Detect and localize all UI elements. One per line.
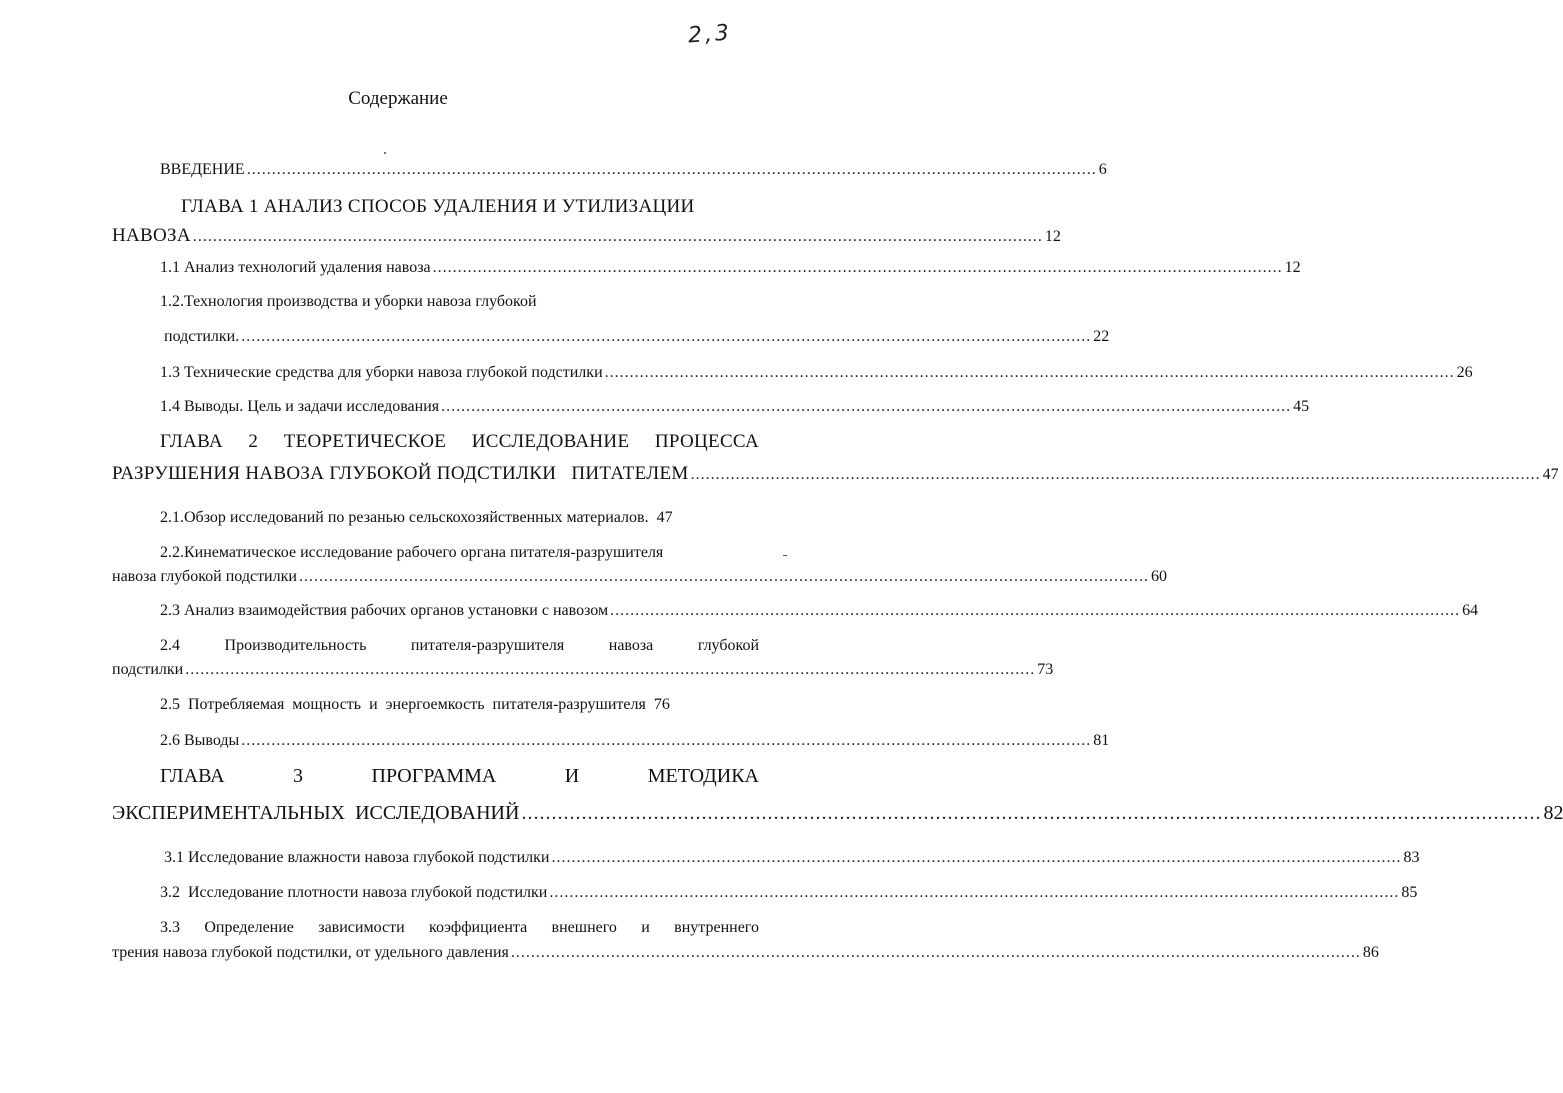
toc-entry-3-3 — [112, 944, 1379, 962]
heading-word: 2 — [248, 431, 259, 452]
toc-leader: .......................................................................................................................................................................... — [241, 732, 1092, 749]
toc-leader: .......................................................................................................................................................................... — [690, 466, 1541, 483]
toc-chapter2-heading — [160, 431, 759, 453]
toc-entry-2-4-line1 — [160, 637, 759, 655]
toc-entry-chapter1 — [112, 225, 1061, 247]
toc-leader: .......................................................................................................................................................................... — [551, 849, 1402, 866]
entry-word: 3.3 — [160, 919, 180, 936]
toc-label: 1.3 Технические средства для уборки навоза глубокой подстилки — [160, 364, 603, 381]
handwritten-page-number: 2,3 — [687, 20, 733, 49]
toc-entry-3-1 — [164, 849, 1420, 867]
heading-word: ПРОГРАММА — [371, 765, 497, 787]
toc-label: РАЗРУШЕНИЯ НАВОЗА ГЛУБОКОЙ ПОДСТИЛКИ ПИТАТЕЛЕМ — [112, 463, 689, 484]
toc-entry-1-3 — [160, 364, 1473, 382]
toc-page: 76 — [653, 696, 670, 713]
toc-leader: .......................................................................................................................................................................... — [610, 602, 1461, 619]
toc-entry-2-3 — [160, 602, 1479, 620]
toc-entry-1-2-line1: 1.2.Технология производства и уборки навоза глубокой — [160, 293, 537, 310]
toc-entry-intro — [160, 161, 1107, 179]
toc-label: 3.2 Исследование плотности навоза глубокой подстилки — [160, 884, 548, 901]
page-title: Содержание — [348, 88, 448, 109]
heading-word: И — [564, 765, 580, 787]
toc-label: 1.1 Анализ технологий удаления навоза — [160, 259, 431, 276]
entry-word: и — [641, 919, 650, 936]
toc-page: 6 — [1098, 161, 1107, 178]
toc-entry-chapter2 — [112, 463, 1559, 485]
toc-entry-chapter3 — [112, 802, 1563, 825]
toc-page: 47 — [656, 509, 673, 526]
toc-entry-2-5 — [160, 696, 759, 714]
toc-page: 86 — [1362, 944, 1379, 961]
toc-page: 60 — [1150, 568, 1167, 585]
toc-page: 81 — [1093, 732, 1110, 749]
toc-entry-2-2-line1: 2.2.Кинематическое исследование рабочего органа питателя-разрушителя — [160, 544, 664, 561]
heading-word: МЕТОДИКА — [647, 765, 759, 787]
heading-word: ГЛАВА — [160, 431, 223, 452]
toc-page: 26 — [1456, 364, 1473, 381]
entry-word: внутреннего — [674, 919, 759, 936]
toc-page: 12 — [1044, 228, 1061, 245]
toc-page: 22 — [1093, 328, 1110, 345]
toc-page: 64 — [1462, 602, 1479, 619]
toc-leader: .......................................................................................................................................................................... — [298, 568, 1149, 585]
toc-label: навоза глубокой подстилки — [112, 568, 297, 585]
toc-page: 47 — [1542, 466, 1559, 483]
toc-leader: .......................................................................................................................................................................... — [604, 364, 1455, 381]
heading-word: ИССЛЕДОВАНИЕ — [471, 431, 630, 452]
toc-label: 2.1.Обзор исследований по резанью сельскохозяйственных материалов. — [160, 509, 649, 526]
toc-entry-2-4 — [112, 661, 1054, 679]
toc-label: 2.6 Выводы — [160, 732, 240, 749]
toc-entry-2-2 — [112, 568, 1167, 586]
toc-page: 45 — [1293, 398, 1310, 415]
toc-label: подстилки — [112, 661, 184, 678]
toc-label: 2.3 Анализ взаимодействия рабочих органов установки с навозом — [160, 602, 609, 619]
toc-leader: .......................................................................................................................................................................... — [521, 802, 1542, 824]
toc-label: подстилки. — [160, 328, 240, 345]
toc-chapter1-heading: ГЛАВА 1 АНАЛИЗ СПОСОБ УДАЛЕНИЯ И УТИЛИЗАЦИИ — [181, 196, 695, 217]
toc-leader: .......................................................................................................................................................................... — [432, 259, 1283, 276]
toc-page: 12 — [1284, 259, 1301, 276]
entry-word: внешнего — [551, 919, 617, 936]
entry-word: питателя-разрушителя — [410, 637, 565, 654]
toc-leader: .......................................................................................................................................................................... — [192, 228, 1043, 245]
toc-leader: .......................................................................................................................................................................... — [241, 328, 1092, 345]
toc-page: 82 — [1543, 802, 1563, 824]
entry-word: Определение — [204, 919, 294, 936]
entry-word: зависимости — [318, 919, 405, 936]
toc-label: НАВОЗА — [112, 225, 191, 246]
scan-speck — [783, 555, 787, 556]
toc-page: 85 — [1401, 884, 1418, 901]
entry-word: навоза — [608, 637, 654, 654]
toc-label: трения навоза глубокой подстилки, от удельного давления — [112, 944, 509, 961]
toc-chapter3-heading — [160, 765, 759, 788]
entry-word: глубокой — [697, 637, 759, 654]
scan-speck — [384, 152, 386, 154]
toc-entry-3-3-line1 — [160, 919, 759, 937]
toc-page: 83 — [1403, 849, 1420, 866]
toc-entry-1-1 — [160, 259, 1301, 277]
toc-label: 1.4 Выводы. Цель и задачи исследования — [160, 398, 440, 415]
toc-label: 3.1 Исследование влажности навоза глубокой подстилки — [164, 849, 550, 866]
heading-word: ГЛАВА — [160, 765, 225, 787]
entry-word: 2.4 — [160, 637, 180, 654]
toc-leader: .......................................................................................................................................................................... — [549, 884, 1400, 901]
toc-leader: .......................................................................................................................................................................... — [185, 661, 1036, 678]
toc-label: ЭКСПЕРИМЕНТАЛЬНЫХ ИССЛЕДОВАНИЙ — [112, 802, 520, 824]
toc-entry-1-2 — [160, 328, 1110, 346]
toc-entry-2-1 — [160, 509, 759, 527]
heading-word: 3 — [293, 765, 304, 787]
toc-leader: .......................................................................................................................................................................... — [441, 398, 1292, 415]
toc-entry-1-4 — [160, 398, 1310, 416]
toc-page: 73 — [1037, 661, 1054, 678]
heading-word: ПРОЦЕССА — [654, 431, 759, 452]
toc-entry-3-2 — [160, 884, 1418, 902]
toc-leader: .......................................................................................................................................................................... — [510, 944, 1361, 961]
toc-leader: .......................................................................................................................................................................... — [246, 161, 1097, 178]
heading-word: ТЕОРЕТИЧЕСКОЕ — [283, 431, 447, 452]
toc-label: ВВЕДЕНИЕ — [160, 161, 245, 178]
toc-label: 2.5 Потребляемая мощность и энергоемкость питателя-разрушителя — [160, 696, 646, 713]
entry-word: коэффициента — [428, 919, 528, 936]
entry-word: Производительность — [224, 637, 367, 654]
toc-entry-2-6 — [160, 732, 1110, 750]
